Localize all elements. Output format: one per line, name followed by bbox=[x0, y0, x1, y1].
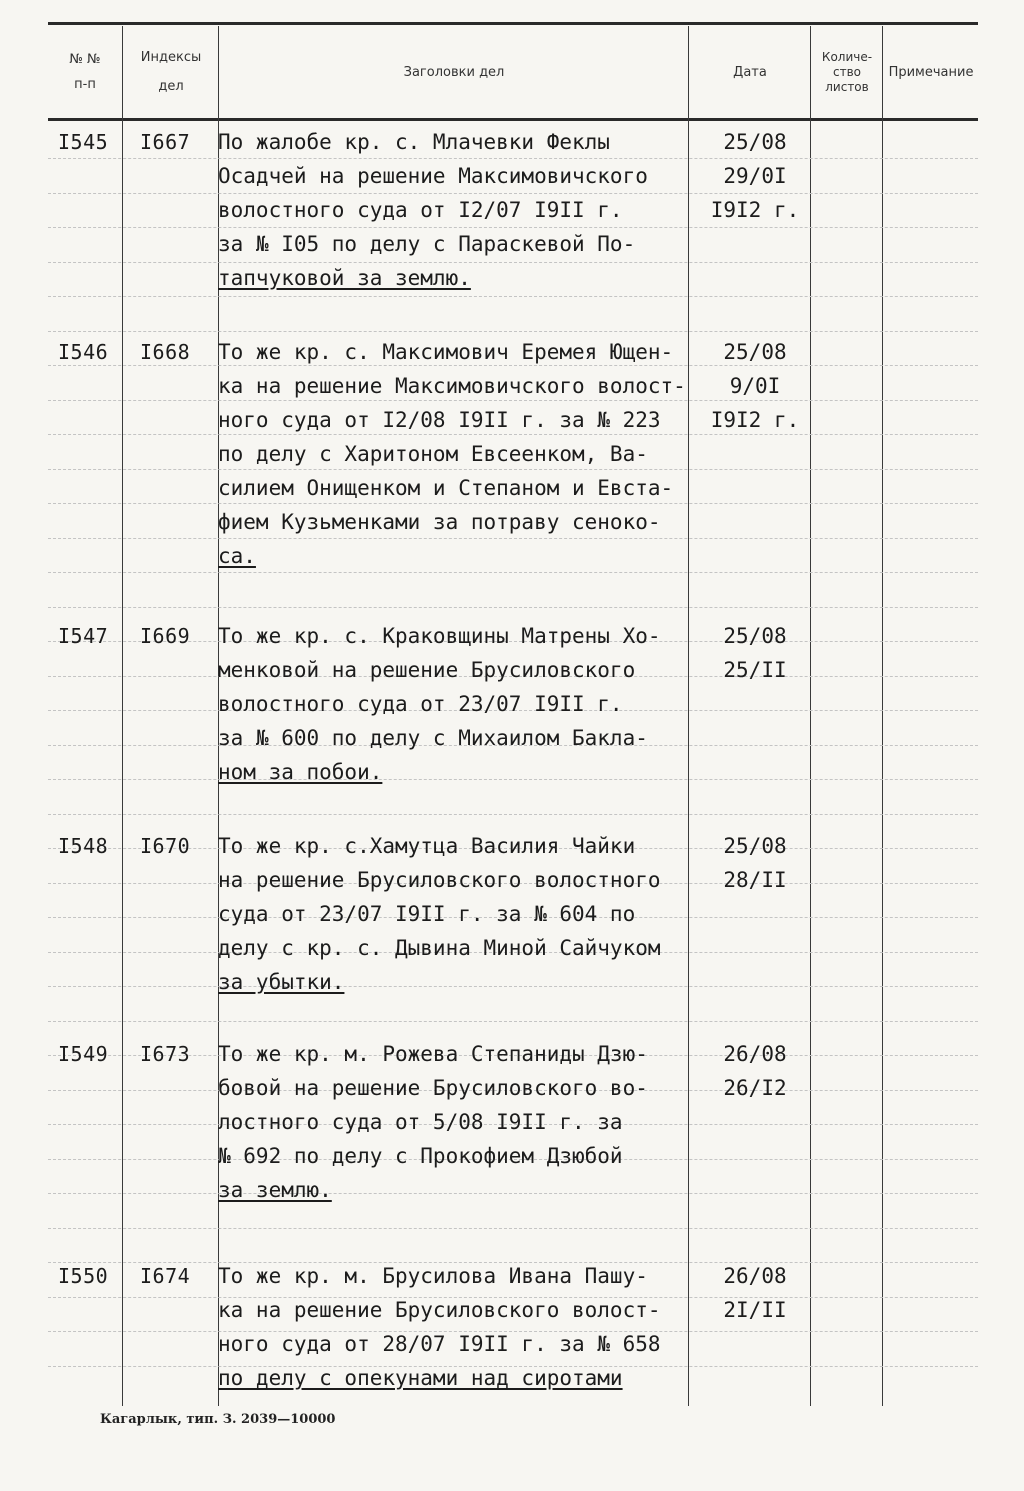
entry-title-line: По жалобе кр. с. Млачевки Феклы bbox=[218, 130, 610, 154]
entry-title-line: № 692 по делу с Прокофием Дзюбой bbox=[218, 1144, 623, 1168]
entry-title-line: Осадчей на решение Максимовичского bbox=[218, 164, 648, 188]
entry-number: I549 bbox=[58, 1042, 109, 1066]
entry-date: 25/08 bbox=[723, 624, 787, 648]
entry-number: I547 bbox=[58, 624, 109, 648]
entry-number: I548 bbox=[58, 834, 109, 858]
entry-title-line: за землю. bbox=[218, 1178, 332, 1202]
ruled-line bbox=[48, 1021, 978, 1022]
entry-number: I550 bbox=[58, 1264, 109, 1288]
entry-title-line: делу с кр. с. Дывина Миной Сайчуком bbox=[218, 936, 661, 960]
entry-title-line: ка на решение Максимовичского волост- bbox=[218, 374, 686, 398]
entry-title-line: лостного суда от 5/08 I9II г. за bbox=[218, 1110, 623, 1134]
entry-title-line: То же кр. с. Максимович Еремея Ющен- bbox=[218, 340, 674, 364]
entry-title-line: То же кр. м. Брусилова Ивана Пашу- bbox=[218, 1264, 648, 1288]
entry-date: 26/08 bbox=[723, 1264, 787, 1288]
header-note bbox=[884, 30, 978, 114]
entry-title-line: менковой на решение Брусиловского bbox=[218, 658, 636, 682]
entry-title-line: волостного суда от 23/07 I9II г. bbox=[218, 692, 623, 716]
entry-title-line: суда от 23/07 I9II г. за № 604 по bbox=[218, 902, 636, 926]
entry-title-line: То же кр. с. Краковщины Матрены Хо- bbox=[218, 624, 661, 648]
header-number-line1: № № bbox=[69, 52, 101, 67]
header-date-text: Дата bbox=[733, 64, 767, 80]
ruled-line bbox=[48, 814, 978, 815]
entry-date: 29/0I bbox=[723, 164, 787, 188]
entry-date: 26/08 bbox=[723, 1042, 787, 1066]
top-rule bbox=[48, 22, 978, 25]
header-rule bbox=[48, 118, 978, 121]
entry-date: 28/II bbox=[723, 868, 787, 892]
entry-title-line: за убытки. bbox=[218, 970, 345, 994]
entry-title-line: ном за побои. bbox=[218, 760, 383, 784]
entry-date: 25/08 bbox=[723, 340, 787, 364]
entry-date: 25/08 bbox=[723, 130, 787, 154]
header-index-line2: дел bbox=[158, 79, 184, 94]
header-number bbox=[48, 30, 122, 114]
entry-index: I673 bbox=[140, 1042, 191, 1066]
entry-title-line: То же кр. с.Хамутца Василия Чайки bbox=[218, 834, 636, 858]
header-title bbox=[220, 30, 688, 114]
header-title-text: Заголовки дел bbox=[403, 64, 505, 80]
ruled-line bbox=[48, 331, 978, 332]
entry-title-line: ного суда от I2/08 I9II г. за № 223 bbox=[218, 408, 661, 432]
column-divider bbox=[882, 26, 883, 1406]
header-sheets-line2: ство bbox=[832, 64, 861, 79]
column-divider bbox=[810, 26, 811, 1406]
entry-number: I545 bbox=[58, 130, 109, 154]
entry-title-line: силием Онищенком и Степаном и Евста- bbox=[218, 476, 674, 500]
entry-date: 2I/II bbox=[723, 1298, 787, 1322]
entry-title-line: за № 600 по делу с Михаилом Бакла- bbox=[218, 726, 648, 750]
entry-date: 25/08 bbox=[723, 834, 787, 858]
entry-date: I9I2 г. bbox=[710, 408, 800, 432]
header-date bbox=[690, 30, 810, 114]
header-index-line1: Индексы bbox=[140, 50, 202, 65]
entry-index: I674 bbox=[140, 1264, 191, 1288]
entry-title-line: бовой на решение Брусиловского во- bbox=[218, 1076, 648, 1100]
header-index bbox=[124, 30, 218, 114]
entry-title-line: волостного суда от I2/07 I9II г. bbox=[218, 198, 623, 222]
entry-title-line: ного суда от 28/07 I9II г. за № 658 bbox=[218, 1332, 661, 1356]
entry-title-line: са. bbox=[218, 544, 256, 568]
entry-index: I670 bbox=[140, 834, 191, 858]
entry-date: 26/I2 bbox=[723, 1076, 787, 1100]
entry-title-line: по делу с опекунами над сиротами bbox=[218, 1366, 623, 1390]
header-note-text: Примечание bbox=[888, 64, 974, 80]
entry-date: I9I2 г. bbox=[710, 198, 800, 222]
entry-date: 9/0I bbox=[729, 374, 781, 398]
entry-title-line: То же кр. м. Рожева Степаниды Дзю- bbox=[218, 1042, 648, 1066]
entry-title-line: ка на решение Брусиловского волост- bbox=[218, 1298, 661, 1322]
entry-number: I546 bbox=[58, 340, 109, 364]
entry-title-line: на решение Брусиловского волостного bbox=[218, 868, 661, 892]
entry-index: I669 bbox=[140, 624, 191, 648]
entry-title-line: по делу с Харитоном Евсеенком, Ва- bbox=[218, 442, 648, 466]
ruled-line bbox=[48, 607, 978, 608]
entry-index: I667 bbox=[140, 130, 191, 154]
printer-imprint: Кагарлык, тип. З. 2039—10000 bbox=[100, 1412, 336, 1427]
header-sheets-line3: листов bbox=[825, 79, 869, 94]
entry-date: 25/II bbox=[723, 658, 787, 682]
entry-index: I668 bbox=[140, 340, 191, 364]
header-number-line2: п-п bbox=[74, 77, 96, 92]
entry-title-line: тапчуковой за землю. bbox=[218, 266, 471, 290]
header-sheets bbox=[812, 30, 882, 114]
column-divider bbox=[122, 26, 123, 1406]
header-sheets-line1: Количе- bbox=[821, 49, 873, 64]
ruled-line bbox=[48, 1228, 978, 1229]
entry-title-line: за № I05 по делу с Параскевой По- bbox=[218, 232, 636, 256]
entry-title-line: фием Кузьменками за потраву сеноко- bbox=[218, 510, 661, 534]
